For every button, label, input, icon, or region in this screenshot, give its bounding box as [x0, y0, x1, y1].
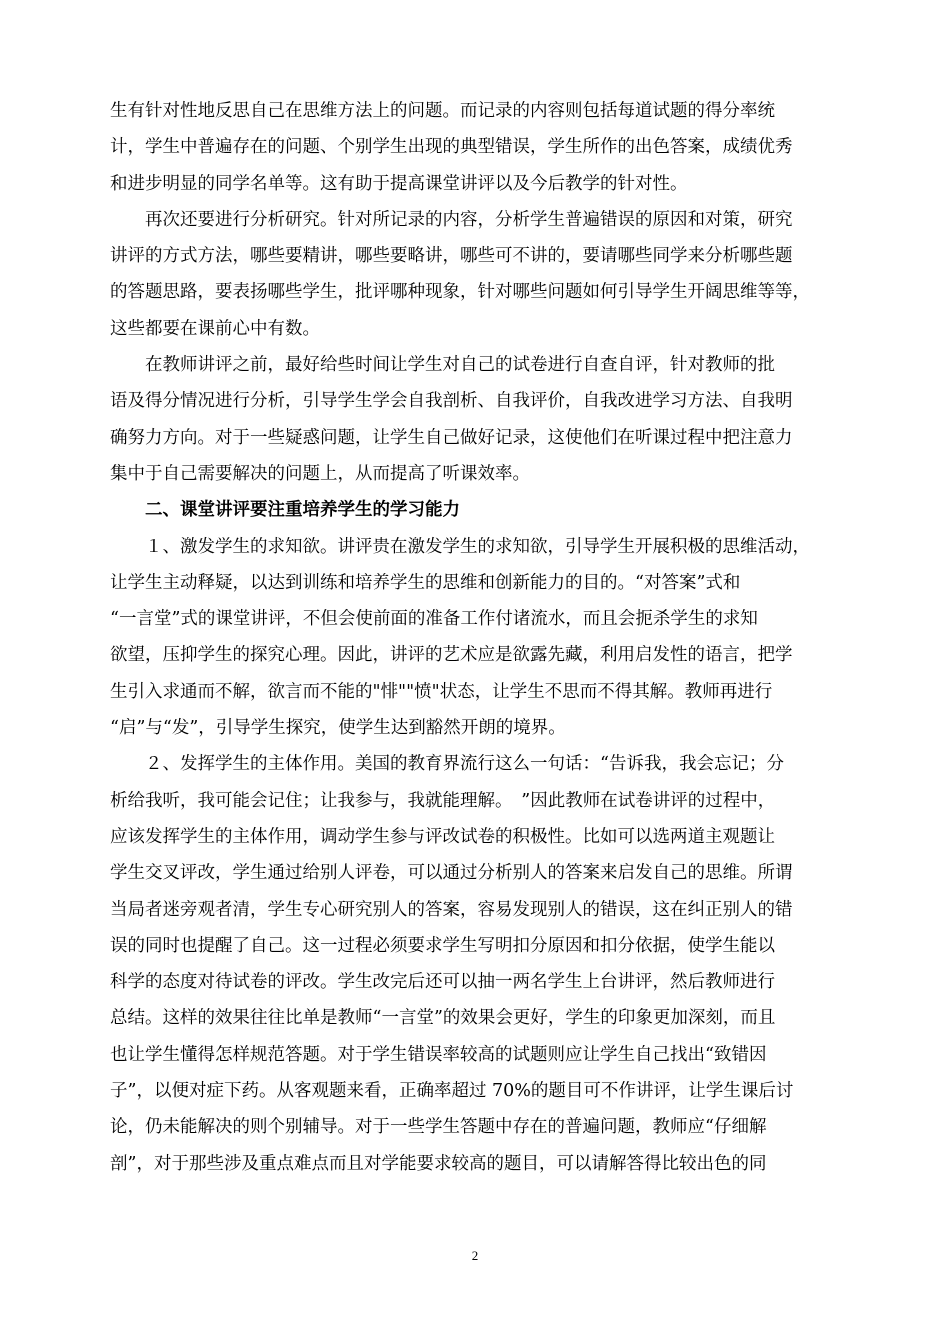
text-line: 论，仍未能解决的则个别辅导。对于一些学生答题中存在的普遍问题，教师应“仔细解 — [110, 1117, 767, 1138]
text-line: 应该发挥学生的主体作用，调动学生参与评改试卷的积极性。比如可以选两道主观题让 — [110, 826, 775, 847]
text-line: 确努力方向。对于一些疑惑问题，让学生自己做好记录，这使他们在听课过程中把注意力 — [110, 427, 793, 448]
text-line: 讲评的方式方法，哪些要精讲，哪些要略讲，哪些可不讲的，要请哪些同学来分析哪些题 — [110, 246, 793, 267]
text-line: 这些都要在课前心中有数。 — [110, 318, 320, 339]
text-line: １、激发学生的求知欲。讲评贵在激发学生的求知欲，引导学生开展积极的思维活动， — [110, 536, 810, 557]
text-line: 的答题思路，要表扬哪些学生，批评哪种现象，针对哪些问题如何引导学生开阔思维等等， — [110, 282, 810, 303]
text-line: 析给我听，我可能会记住；让我参与，我就能理解。 ”因此教师在试卷讲评的过程中， — [110, 790, 776, 811]
text-line: 集中于自己需要解决的问题上，从而提高了听课效率。 — [110, 463, 530, 484]
text-line: 剖”，对于那些涉及重点难点而且对学能要求较高的题目，可以请解答得比较出色的同 — [110, 1153, 767, 1174]
body-text — [110, 93, 842, 1182]
text-line: 计，学生中普遍存在的问题、个别学生出现的典型错误，学生所作的出色答案，成绩优秀 — [110, 137, 793, 158]
text-line: “启”与“发”，引导学生探究，使学生达到豁然开朗的境界。 — [110, 718, 566, 739]
text-line: 欲望，压抑学生的探究心理。因此，讲评的艺术应是欲露先藏，利用启发性的语言，把学 — [110, 645, 793, 666]
text-line: ２、发挥学生的主体作用。美国的教育界流行这么一句话：“告诉我，我会忘记；分 — [110, 754, 784, 775]
text-line: 总结。这样的效果往往比单是教师“一言堂”的效果会更好，学生的印象更加深刻，而且 — [110, 1008, 776, 1029]
text-line: 在教师讲评之前，最好给些时间让学生对自己的试卷进行自查自评，针对教师的批 — [110, 355, 775, 376]
text-line: 生有针对性地反思自己在思维方法上的问题。而记录的内容则包括每道试题的得分率统 — [110, 101, 775, 121]
page-number: 2 — [471, 1248, 479, 1263]
text-line: 让学生主动释疑，以达到训练和培养学生的思维和创新能力的目的。“对答案”式和 — [110, 572, 741, 593]
text-line: 当局者迷旁观者清，学生专心研究别人的答案，容易发现别人的错误，这在纠正别人的错 — [110, 899, 793, 920]
text-line: 学生交叉评改，学生通过给别人评卷，可以通过分析别人的答案来启发自己的思维。所谓 — [110, 863, 793, 884]
text-line: 语及得分情况进行分析，引导学生学会自我剖析、自我评价，自我改进学习方法、自我明 — [110, 391, 793, 412]
text-line: 也让学生懂得怎样规范答题。对于学生错误率较高的试题则应让学生自己找出“致错因 — [110, 1044, 767, 1065]
text-line: 生引入求通而不解，欲言而不能的"悱""愤"状态，让学生不思而不得其解。教师再进行 — [110, 681, 773, 702]
text-line: 误的同时也提醒了自己。这一过程必须要求学生写明扣分原因和扣分依据，使学生能以 — [110, 935, 775, 956]
text-line: 子”，以便对症下药。从客观题来看，正确率超过 70%的题目可不作讲评，让学生课后讨 — [110, 1081, 794, 1102]
text-line: 科学的态度对待试卷的评改。学生改完后还可以抽一两名学生上台讲评，然后教师进行 — [110, 972, 775, 993]
text-line: 和进步明显的同学名单等。这有助于提高课堂讲评以及今后教学的针对性。 — [110, 173, 688, 194]
text-line: 再次还要进行分析研究。针对所记录的内容，分析学生普遍错误的原因和对策，研究 — [110, 209, 793, 230]
text-line: “一言堂”式的课堂讲评，不但会使前面的准备工作付诸流水，而且会扼杀学生的求知 — [110, 609, 758, 630]
section-heading: 二、课堂讲评要注重培养学生的学习能力 — [110, 500, 460, 521]
